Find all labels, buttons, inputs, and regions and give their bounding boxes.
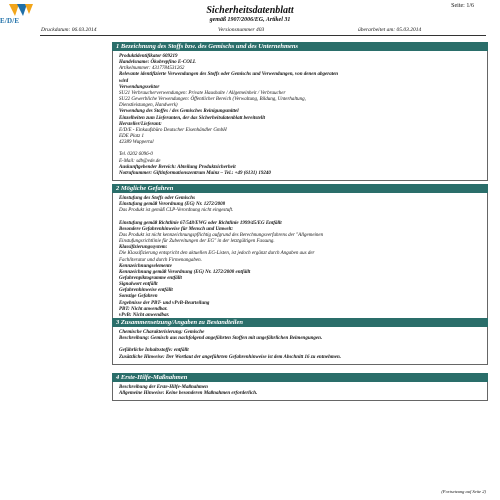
section-line: Verwendungssektor <box>119 84 160 90</box>
section-line: Fachliteratur und durch Firmenangaben. <box>119 257 202 263</box>
section-line: Kennzeichnungselemente <box>119 263 172 269</box>
section-header: 1 Bezeichnung des Stoffs bzw. des Gemischs und des Unternehmens <box>112 42 488 51</box>
section-header: 4 Erste-Hilfe-Maßnahmen <box>112 373 488 382</box>
section-line: Dienstleistungen, Handwerk) <box>119 103 178 109</box>
document-subtitle: gemäß 1907/2006/EG, Artikel 31 <box>209 17 291 23</box>
logo-text: E/D/E <box>0 17 20 25</box>
print-date: Druckdatum: 06.03.2014 <box>41 27 97 33</box>
section-line: Auskunftgebender Bereich: Abteilung Produktsicherheit <box>119 164 236 170</box>
version-number: Versionsnummer 403 <box>218 27 265 33</box>
section-line: Das Produkt ist gemäß CLP-Verordnung nicht eingestuft. <box>119 208 234 214</box>
section-line: Einstufung des Stoffs oder Gemischs <box>119 196 196 201</box>
section-line: Klassifizierungssystem: <box>119 245 168 251</box>
revision-date: überarbeitet am: 05.03.2014 <box>358 27 422 33</box>
section-line: Tel. 0202 6096-0 <box>119 152 153 158</box>
section-line: Signalwort entfällt <box>119 282 158 288</box>
section-line: Gefährliche Inhaltsstoffe: entfällt <box>119 348 189 354</box>
section-line: vPvB: Nicht anwendbar. <box>119 312 170 318</box>
section-line: Hersteller/Lieferant: <box>119 121 162 127</box>
section-line: Verwendung des Stoffes / des Gemisches Reinigungsmittel <box>119 109 239 115</box>
section-line: SU22 Gewerbliche Verwendungen: Öffentlicher Bereich (Verwaltung, Bildung, Unterhaltung, <box>119 97 306 103</box>
section-line: Zusätzliche Hinweise: Der Wortlaut der angeführten Gefahrenhinweise ist dem Abschnitt 16 zu entnehmen. <box>119 354 342 360</box>
section-line: Gefahrenpiktogramme entfällt <box>119 275 182 281</box>
header-rule <box>40 35 486 36</box>
section-header: 2 Mögliche Gefahren <box>112 184 488 193</box>
section-line: Notrufnummer: Giftinformationszentrum Mainz – Tel.: +49 (6131) 19240 <box>119 170 271 176</box>
section-line: Das Produkt ist nicht kennzeichnungspflichtig aufgrund des Berechnungsverfahrens der "Allgemeinen <box>119 232 324 238</box>
section-line: PBT: Nicht anwendbar. <box>119 306 168 312</box>
section-line: Die Klassifizierung entspricht den aktuellen EG-Listen, ist jedoch ergänzt durch Angaben aus der <box>119 251 315 257</box>
section-header: 3 Zusammensetzung/Angaben zu Bestandteilen <box>112 318 488 327</box>
section-line: Chemische Charakterisierung: Gemische <box>119 330 205 335</box>
section-line: wird <box>119 78 129 84</box>
section-line: Handelsname: Ökobrepfino E-COLL <box>119 60 196 66</box>
section-line: Einstufung gemäß Richtlinie 67/548/EWG oder Richtlinie 1999/45/EG Entfällt <box>119 220 282 226</box>
section-line: 42389 Wuppertal <box>119 140 154 146</box>
section-line: Ergebnisse der PBT- und vPvB-Beurteilung <box>119 300 210 306</box>
section-line: Beschreibung der Erste-Hilfe-Maßnahmen <box>119 385 208 390</box>
section-line: EDE Platz 1 <box>119 133 144 139</box>
section-line: Produktidentifikator 609219 <box>119 54 178 59</box>
section-line: Kennzeichnung gemäß Verordnung (EG) Nr. 1272/2008 entfällt <box>119 269 251 275</box>
section-line: Gefahrenhinweise entfällt <box>119 288 173 294</box>
section-line: Einstufung gemäß Verordnung (EG) Nr. 1272/2008 <box>119 202 226 208</box>
document-title: Sicherheitsdatenblatt <box>206 5 294 16</box>
section-line: Sonstige Gefahren <box>119 294 158 300</box>
section-line: SU21 Verbraucherverwendungen: Private Haushalte / Allgemeinheit / Verbraucher <box>119 90 286 96</box>
section-line: E/D/E - Einkaufsbüro Deutscher Eisenhändler GmbH <box>119 127 227 133</box>
section-line: Besondere Gefahrenhinweise für Mensch und Umwelt: <box>119 226 234 232</box>
section-line: Relevante identifizierte Verwendungen des Stoffs oder Gemischs und Verwendungen, von denen abgeraten <box>119 72 339 78</box>
section-line: E-Mail: sdb@ede.de <box>119 158 161 164</box>
section-line: Beschreibung: Gemisch aus nachfolgend angeführten Stoffen mit ungefährlichen Beimengungen. <box>119 336 323 342</box>
section-line: Einzelheiten zum Lieferanten, der das Sicherheitsdatenblatt bereitstellt <box>119 115 265 121</box>
page-number: Seite: 1/6 <box>451 3 474 9</box>
section-line: Artikelnummer: 4317784531262 <box>119 66 185 72</box>
section-line: Allgemeine Hinweise: Keine besonderen Maßnahmen erforderlich. <box>119 391 258 397</box>
section-line: Einstufungsrichtlinie für Zubereitungen der EG" in der letztgültigen Fassung. <box>119 239 275 245</box>
continuation-note: (Fortsetzung auf Seite 2) <box>441 489 486 494</box>
